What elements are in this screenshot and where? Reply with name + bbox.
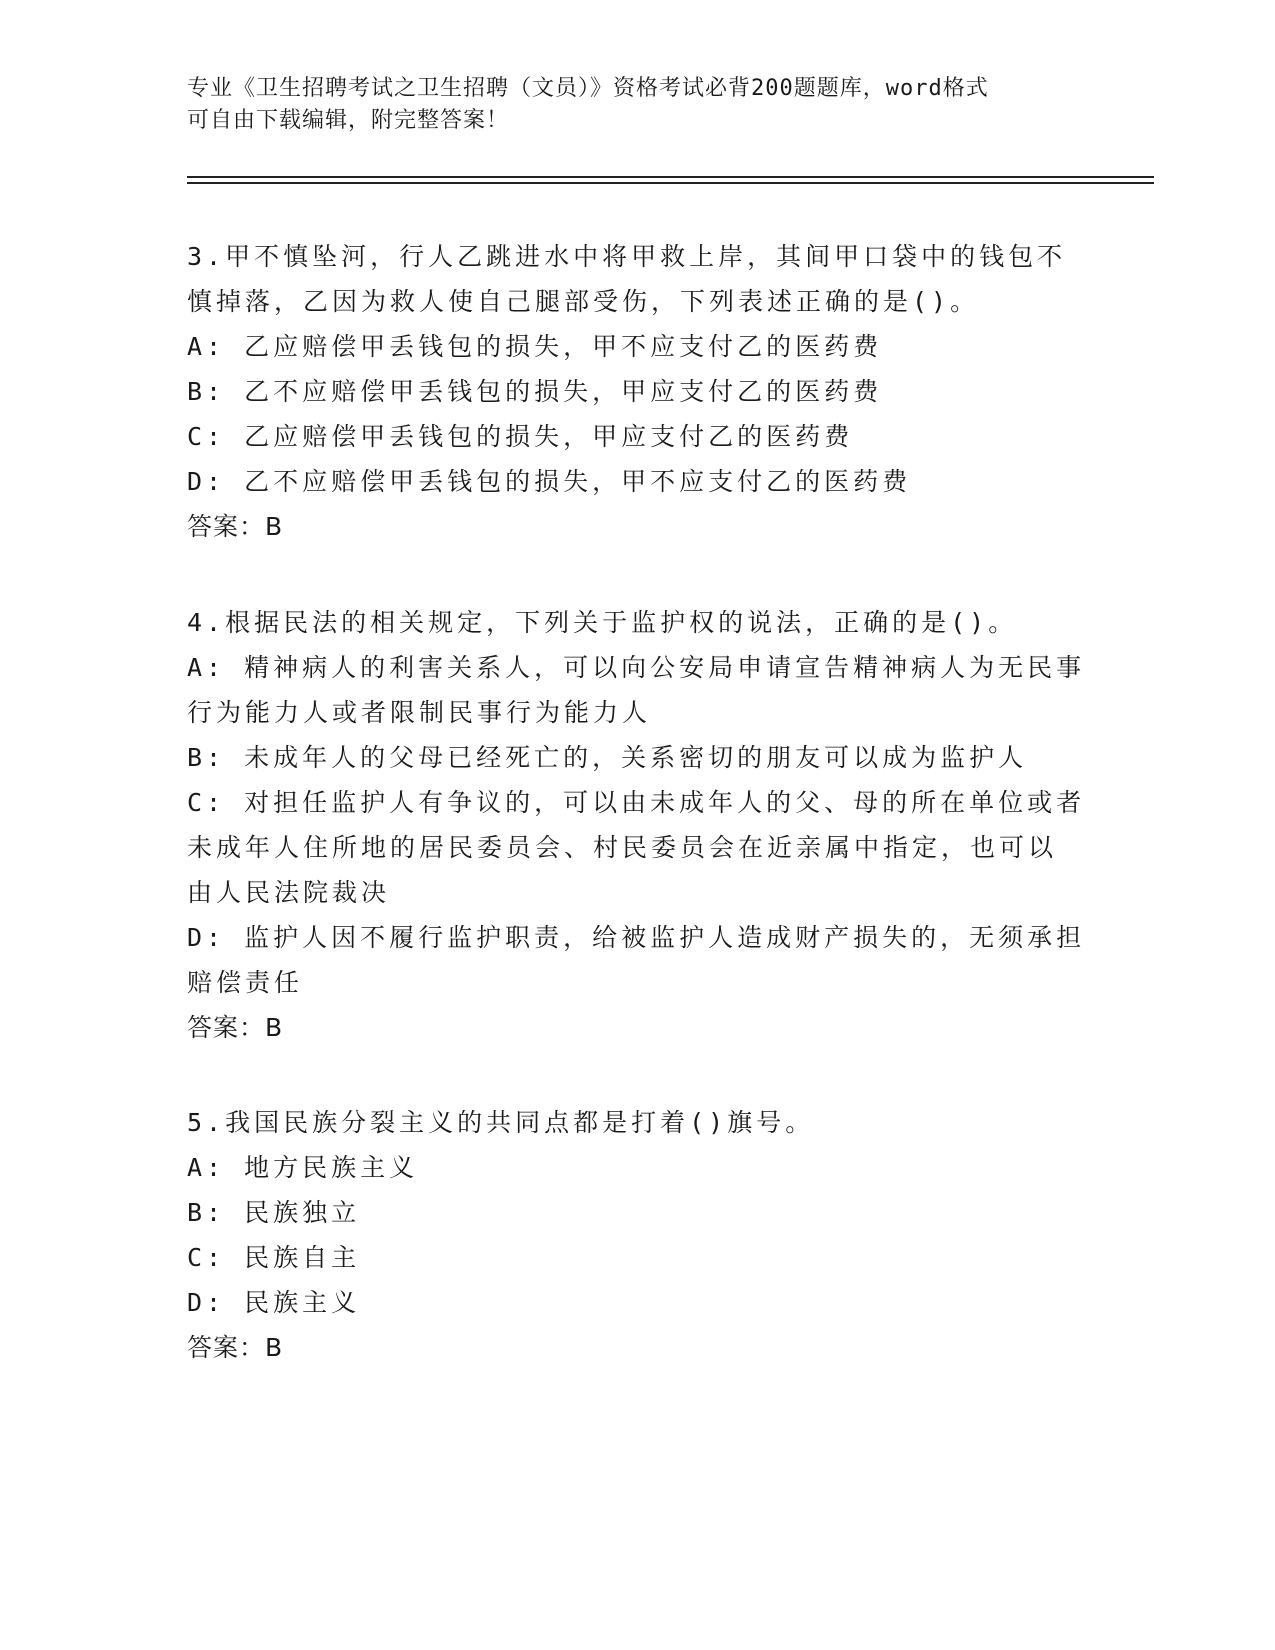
- answer-line: 答案：B: [187, 1013, 284, 1042]
- option-c: C: 民族自主: [187, 1243, 361, 1272]
- option-b: B: 民族独立: [187, 1198, 361, 1227]
- question-stem-line: 5.我国民族分裂主义的共同点都是打着()旗号。: [187, 1108, 815, 1137]
- option-c-continued: 未成年人住所地的居民委员会、村民委员会在近亲属中指定，也可以: [187, 833, 1058, 862]
- question-stem-line: 4.根据民法的相关规定，下列关于监护权的说法，正确的是()。: [187, 608, 1018, 637]
- option-d-continued: 赔偿责任: [187, 968, 304, 997]
- option-a-continued: 行为能力人或者限制民事行为能力人: [187, 698, 652, 727]
- document-header: [187, 73, 1087, 137]
- question-4: [187, 600, 1087, 1050]
- answer-line: 答案：B: [187, 1333, 284, 1362]
- option-c-continued: 由人民法院裁决: [187, 878, 391, 907]
- answer-line: 答案：B: [187, 512, 284, 541]
- header-divider-top: [187, 176, 1154, 178]
- option-d: D: 监护人因不履行监护职责，给被监护人造成财产损失的，无须承担: [187, 923, 1086, 952]
- question-stem-line: 3.甲不慎坠河，行人乙跳进水中将甲救上岸，其间甲口袋中的钱包不: [187, 242, 1067, 271]
- option-c: C: 对担任监护人有争议的，可以由未成年人的父、母的所在单位或者: [187, 788, 1086, 817]
- option-b: B: 未成年人的父母已经死亡的，关系密切的朋友可以成为监护人: [187, 743, 1028, 772]
- question-5: [187, 1100, 1087, 1370]
- header-divider-bottom: [187, 182, 1154, 184]
- question-stem-line: 慎掉落，乙因为救人使自己腿部受伤，下列表述正确的是()。: [187, 287, 980, 316]
- header-line-2: 可自由下载编辑，附完整答案！: [187, 108, 510, 133]
- option-c: C: 乙应赔偿甲丢钱包的损失，甲应支付乙的医药费: [187, 422, 854, 451]
- option-d: D: 民族主义: [187, 1288, 361, 1317]
- option-a: A: 精神病人的利害关系人，可以向公安局申请宣告精神病人为无民事: [187, 653, 1086, 682]
- option-a: A: 乙应赔偿甲丢钱包的损失，甲不应支付乙的医药费: [187, 332, 883, 361]
- option-d: D: 乙不应赔偿甲丢钱包的损失，甲不应支付乙的医药费: [187, 467, 912, 496]
- option-a: A: 地方民族主义: [187, 1153, 419, 1182]
- question-3: [187, 234, 1087, 549]
- header-line-1: 专业《卫生招聘考试之卫生招聘（文员）》资格考试必背200题题库，word格式: [187, 76, 989, 101]
- option-b: B: 乙不应赔偿甲丢钱包的损失，甲应支付乙的医药费: [187, 377, 883, 406]
